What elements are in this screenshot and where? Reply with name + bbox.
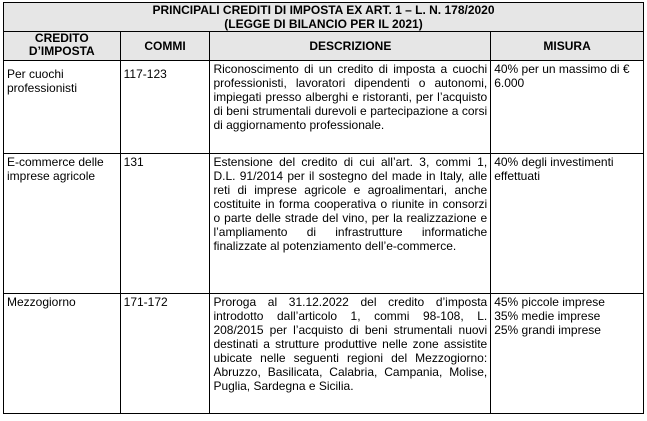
title-row: [4, 3, 644, 32]
cell-credito: Per cuochi professionisti: [4, 61, 121, 154]
table-title: [4, 3, 644, 32]
misura-line: 25% grandi imprese: [494, 323, 601, 337]
header-commi: COMMI: [120, 32, 210, 61]
cell-misura: [491, 154, 644, 294]
table-row: [4, 61, 644, 154]
misura-line: 40% per un massimo di € 6.000: [494, 62, 630, 90]
cell-commi: 171-172: [120, 294, 210, 414]
table-row: [4, 294, 644, 414]
cell-misura: [491, 61, 644, 154]
misura-line: 40% degli investimenti effettuati: [494, 155, 614, 183]
cell-credito: Mezzogiorno: [4, 294, 121, 414]
header-row: [4, 32, 644, 61]
table-row: [4, 154, 644, 294]
cell-descrizione: Riconoscimento di un credito di imposta a cuochi professionisti, lavoratori dipendenti o autonomi, impiegati presso alberghi e ristoranti, per l’acquisto di beni strumentali durevoli e partecipazione a corsi di aggiornamento professionale.: [210, 61, 491, 154]
header-misura: MISURA: [491, 32, 644, 61]
table-title-line-1: PRINCIPALI CREDITI DI IMPOSTA EX ART. 1 – L. N. 178/2020: [152, 3, 495, 17]
cell-descrizione: Estensione del credito di cui all’art. 3, commi 1, D.L. 91/2014 per il sostegno del made in Italy, alle reti di imprese agricole e agroalimentari, anche costituite in forma cooperativa o riunite in consorzi o parte delle strade del vino, per la realizzazione e l’ampliamento di infrastrutture informatiche finalizzate al potenziamento dell’e-commerce.: [210, 154, 491, 294]
cell-descrizione: Proroga al 31.12.2022 del credito d’imposta introdotto dall’articolo 1, commi 98-108, L. 208/2015 per l’acquisto di beni strumentali nuovi destinati a strutture produttive nelle zone assistite ubicate nelle seguenti regioni del Mezzogiorno: Abruzzo, Basilicata, Calabria, Campania, Molise, Puglia, Sardegna e Sicilia.: [210, 294, 491, 414]
cell-commi: 131: [120, 154, 210, 294]
misura-line: 45% piccole imprese: [494, 295, 605, 309]
cell-credito: E-commerce delle imprese agricole: [4, 154, 121, 294]
header-descrizione: DESCRIZIONE: [210, 32, 491, 61]
cell-commi: 117-123: [120, 61, 210, 154]
tax-credit-table: [3, 2, 644, 414]
misura-line: 35% medie imprese: [494, 309, 601, 323]
table-title-line-2: (LEGGE DI BILANCIO PER IL 2021): [224, 17, 423, 31]
header-credito: CREDITO D’IMPOSTA: [4, 32, 121, 61]
cell-misura: [491, 294, 644, 414]
